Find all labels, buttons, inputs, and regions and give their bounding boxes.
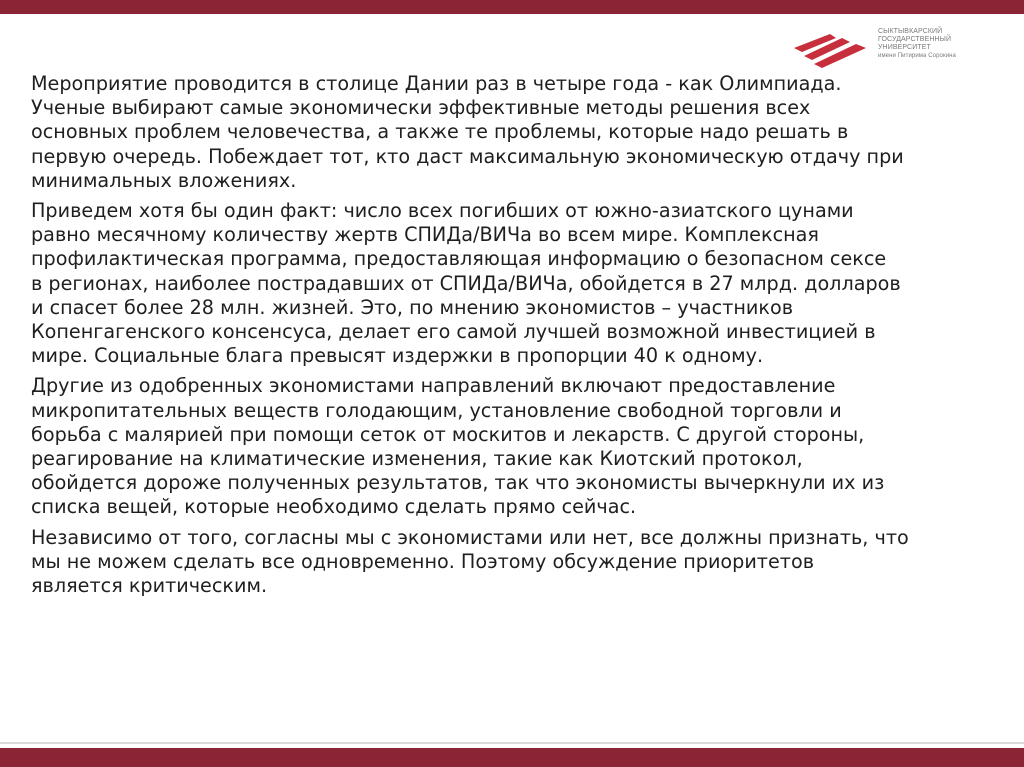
paragraph: Другие из одобренных экономистами направлений включают предоставление микропитательных веществ голодающим, установление свободной торговли и борьба с малярией при помощи сеток от москитов и лекарств. С другой стороны, реагирование на климатические изменения, такие как Киотский протокол, обойдется дороже полученных результатов, так что экономисты вычеркнули их из списка вещей, которые необходимо сделать прямо сейчас.: [31, 374, 885, 519]
slide-body: [31, 72, 979, 604]
university-logo-mark-icon: [790, 26, 878, 70]
logo-line: ГОСУДАРСТВЕННЫЙ: [878, 36, 952, 43]
bottom-divider: [0, 742, 1024, 744]
top-accent-bar: [0, 0, 1024, 14]
paragraph: Независимо от того, согласны мы с экономистами или нет, все должны признать, что мы не можем сделать все одновременно. Поэтому обсуждение приоритетов является критическим.: [31, 525, 909, 598]
logo-line: СЫКТЫВКАРСКИЙ: [878, 28, 943, 35]
paragraph: Мероприятие проводится в столице Дании раз в четыре года - как Олимпиада. Ученые выбирают самые экономически эффективные методы решения всех основных проблем человечества, а также те проблемы, которые надо решать в первую очередь. Побеждает тот, кто даст максимальную экономическую отдачу при минимальных вложениях.: [31, 72, 904, 192]
paragraph: Приведем хотя бы один факт: число всех погибших от южно-азиатского цунами равно месячному количеству жертв СПИДа/ВИЧа во всем мире. Комплексная профилактическая программа, предоставляющая информацию о безопасном сексе в регионах, наиболее пострадавших от СПИДа/ВИЧа, обойдется в 27 млрд. долларов и спасет более 28 млн. жизней. Это, по мнению экономистов – участников Копенгагенского консенсуса, делает его самой лучшей возможной инвестицией в мире. Социальные блага превысят издержки в пропорции 40 к одному.: [31, 199, 901, 368]
logo-line: УНИВЕРСИТЕТ: [878, 44, 931, 51]
university-logo: [790, 26, 1000, 70]
logo-line: имени Питирима Сорокина: [878, 53, 956, 59]
bottom-accent-bar: [0, 748, 1024, 767]
logo-caption: [878, 28, 1000, 60]
